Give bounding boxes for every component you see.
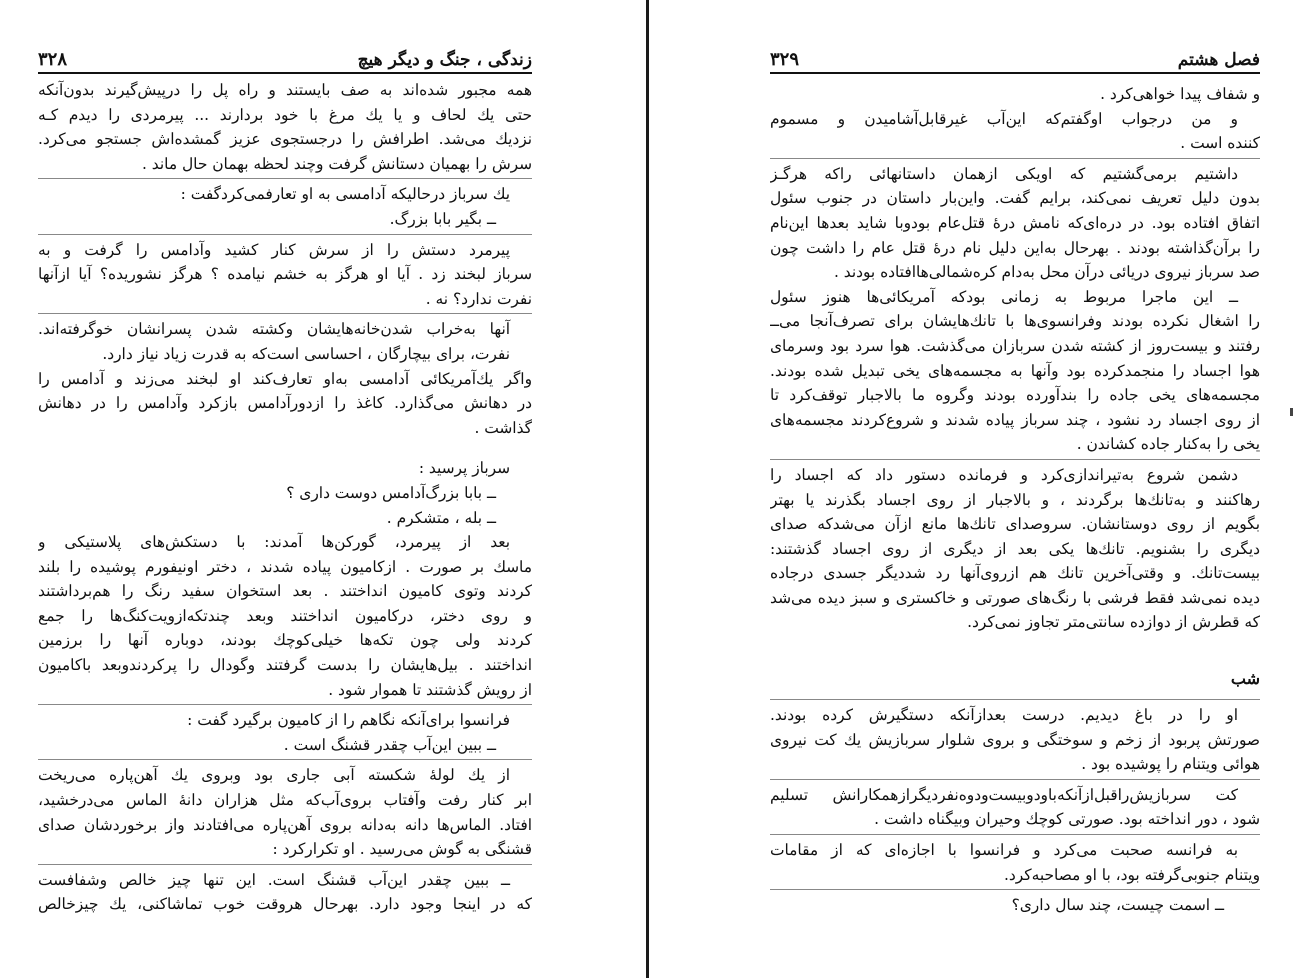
left-running-title: زندگی ، جنگ و دیگر هیچ bbox=[357, 50, 532, 70]
text-line: دشمن شروع بەتیراندازی‌کرد و فرمانده دستور داد که اجساد را bbox=[770, 465, 1238, 484]
right-page-header bbox=[770, 44, 1260, 74]
text-line: سرش را بهمیان دستانش گرفت وچند لحظه بهمان حال ماند . bbox=[141, 154, 532, 173]
paragraph-separator bbox=[38, 234, 532, 235]
text-line: نفرت ندارد؟ نه . bbox=[425, 289, 532, 308]
text-line: و روی دختر، درکامیون انداختند وبعد چندتکه‌ازویت‌کنگ‌ها را جمع bbox=[38, 606, 532, 625]
paragraph-separator bbox=[770, 779, 1260, 780]
text-line: یك سرباز درحالیکه آدامسی به او تعارفمی‌کرد‌گفت : bbox=[180, 185, 510, 204]
text-line: دیده نمی‌شد فقط فرشی با رنگ‌های صورتی و خاکستری و سبز دیده می‌شد bbox=[770, 588, 1260, 607]
text-line: یخی را بەکنار جاده کشاندن . bbox=[1076, 435, 1260, 454]
text-line: ــ بابا بزرگ‌آدامس دوست داری ؟ bbox=[286, 483, 496, 502]
left-page-number: ۳۲۸ bbox=[38, 49, 68, 70]
text-line: ــ اسمت چیست، چند سال داری؟ bbox=[1011, 896, 1224, 915]
text-line: در دهانش می‌گذارد. کاغذ را ازدورآدامس بازکرد وآدامس را در دهانش bbox=[38, 394, 532, 413]
paragraph-separator bbox=[38, 704, 532, 705]
text-line: حتی یك لحاف و یا یك مرغ با خود بردارند ... پیرمردی را دیدم کـه bbox=[38, 105, 532, 124]
text-line: بیست‌تانك. و وقتی‌آخرین تانك هم ازروی‌آنها رد شد‌دیگر جسدی درجاده bbox=[770, 564, 1260, 583]
text-line: همه مجبور شده‌اند به صف بایستند و راه پل را درپیش‌گیرند بدون‌آنکه bbox=[38, 81, 532, 99]
text-line: قشنگی به گوش می‌رسید . او تکرارکرد : bbox=[272, 840, 532, 859]
paragraph-separator bbox=[770, 834, 1260, 835]
text-line: ــ ببین چقدر این‌آب قشنگ است. این تنها چیز خالص وشفافست bbox=[38, 870, 510, 889]
paragraph-separator bbox=[770, 158, 1260, 159]
right-page bbox=[770, 0, 1260, 978]
right-page-body bbox=[770, 82, 1260, 918]
text-line: صد سرباز نیروی دریائی درآن محل بەدام کرەشمالی‌هاافتاده بودند . bbox=[833, 263, 1260, 282]
text-line: اتفاق افتاده بود. در دره‌ای‌که نامش درهٔ قتل‌عام بودوبا شاید بعدها این‌نام bbox=[770, 213, 1260, 232]
text-line: آنها بەخراب شدن‌خانه‌هایشان وکشته شدن پسرانشان خوگرفته‌اند. bbox=[38, 320, 510, 339]
text-line: واگر یك‌آمریکائی آدامسی بەاو تعارف‌کند او لبخند می‌زند و آدامس را bbox=[38, 369, 532, 388]
text-line: فرانسوا برای‌آنکه نگاهم را از کامیون برگیرد گفت : bbox=[187, 711, 510, 730]
paragraph-separator bbox=[770, 889, 1260, 890]
text-line: بدون دلیل تعریف نمی‌کند، برایم گفت. واین‌بار داستان در جنوب سئول bbox=[770, 189, 1260, 208]
right-body-after bbox=[770, 699, 1260, 918]
text-line: نزدیك می‌شد. اطرافش را درجستجوی عزیز گمشده‌اش جستجو می‌کرد. bbox=[38, 130, 532, 149]
text-line: کردند ولی چون تکه‌ها خیلی‌کوچك بودند، دوباره آنها را برزمین bbox=[38, 631, 532, 650]
paragraph-separator bbox=[770, 459, 1260, 460]
paragraph-separator bbox=[38, 313, 532, 314]
text-line: گذاشت . bbox=[474, 418, 532, 437]
text-line: هوائی ویتنام را پوشیده بود . bbox=[1081, 755, 1260, 774]
text-line: ــ این ماجرا مربوط به زمانی بودکه آمریکائی‌ها هنوز سئول bbox=[770, 287, 1238, 306]
text-line: و شفاف پیدا خواهی‌کرد . bbox=[1100, 85, 1260, 103]
text-line: ابر کنار رفت وآفتاب بروی‌آب‌که مثل هزاران دانهٔ الماس می‌درخشید، bbox=[38, 791, 532, 810]
text-line: نفرت، برای بیچارگان ، احساسی است‌که به قدرت زیاد نیاز دارد. bbox=[102, 344, 510, 363]
text-line: دیگری را بشنویم. تانك‌ها یکی بعد از دیگری از روی اجساد گذشتند: bbox=[770, 539, 1260, 558]
right-page-number: ۳۲۹ bbox=[770, 49, 800, 70]
text-line: داشتیم برمی‌گشتیم که اویکی ازهمان داستانهائی راکه هرگـز bbox=[770, 164, 1238, 183]
section-heading: شب bbox=[1230, 669, 1260, 689]
left-page-header bbox=[38, 44, 532, 74]
text-line: مجسمه‌های یخی جاده را بندآورده بودند وگروه ما بالاجبار توقف‌کرد تا bbox=[770, 386, 1260, 405]
text-line: هوا اجساد را منجمدکرده بود وآنها به مجسمه‌های یخی تبدیل شده بودند. bbox=[770, 361, 1260, 380]
paragraph-separator bbox=[38, 759, 532, 760]
text-line: بعد از پیرمرد، گورکن‌ها آمدند: با دستکش‌های پلاستیکی و bbox=[38, 533, 510, 552]
text-line: شود ، دور انداخته بود. صورتی کوچك وحیران وبیگناه داشت . bbox=[874, 810, 1260, 829]
text-line: بگویم از روی دوستانشان. سروصدای تانك‌ها مانع ازآن می‌شدکه صدای bbox=[770, 515, 1260, 534]
text-line: کننده است . bbox=[1180, 134, 1260, 153]
text-line: رفتند و بیست‌روز از کشته شدن سربازان می‌گذشت. هوا سرد بود وسرمای bbox=[770, 336, 1260, 355]
text-line: که در اینجا وجود دارد. بهرحال هروقت خوب تماشاکنی، یك چیزخالص bbox=[38, 895, 532, 914]
text-line: ــ ببین این‌آب چقدر قشنگ است . bbox=[283, 735, 496, 754]
text-line: ویتنام جنوبی‌گرفته بود، با او مصاحبه‌کرد. bbox=[1004, 865, 1260, 884]
paragraph-gap bbox=[38, 440, 532, 456]
text-line: پیرمرد دستش را از سرش کنار کشید وآدامس را گرفت و به bbox=[38, 240, 510, 259]
text-line: کت سربازیش‌راقبل‌ازآنکه‌باودوبیست‌ودوەنفردیگر‌ازهمکارانش تسلیم bbox=[770, 785, 1238, 804]
text-line: از یك لولهٔ شکسته آبی جاری بود وبروی یك آهن‌پاره می‌ریخت bbox=[38, 766, 510, 785]
text-line: از رویش گذشتند تا هموار شود . bbox=[328, 680, 532, 699]
text-line: سرباز لبخند زد . آیا او هرگز به خشم نیامده ؟ هرگز نشوریده؟ آیا ازآنها bbox=[38, 265, 532, 284]
text-line: صورتش پربود از زخم و سوختگی و بروی شلوار سربازیش یك کت نیروی bbox=[770, 730, 1260, 749]
text-line: به فرانسه صحبت می‌کرد و فرانسوا با اجازه‌ای که از مقامات bbox=[770, 841, 1238, 860]
left-page-body bbox=[38, 78, 532, 917]
paragraph-separator bbox=[38, 864, 532, 865]
text-line: کردند وتوی کامیون انداختند . بعد استخوان سفید رنگ را هم‌برداشتند bbox=[38, 582, 532, 601]
left-page bbox=[38, 0, 532, 978]
text-line: سرباز پرسید : bbox=[418, 459, 510, 478]
text-line: که قطرش از دوازده سانتی‌متر تجاوز نمی‌کرد. bbox=[967, 613, 1260, 632]
text-line: او را در باغ دیدیم. درست بعدازآنکه دستگیرش کرده بودند. bbox=[770, 706, 1238, 725]
right-running-title: فصل هشتم bbox=[1177, 50, 1260, 70]
text-line: انداختند . بیل‌هایشان را بدست گرفتند وگودال را پرکردندوبعد باکامیون bbox=[38, 656, 532, 675]
paragraph-separator bbox=[770, 699, 1260, 700]
text-line: و من درجواب اوگفتم‌که این‌آب غیرقابل‌آشامیدن و مسموم bbox=[770, 109, 1238, 128]
text-line: افتاد. الماس‌ها دانه بەدانه بروی آهن‌پاره می‌افتادند واز برخوردشان صدای bbox=[38, 815, 532, 834]
text-line: رهاکنند و بەتانك‌ها برگردند ، و بالاجبار از روی اجساد بگذرند یا بهتر bbox=[770, 490, 1260, 509]
text-line: ماسك بر صورت . ازکامیون پیاده شدند ، دختر اونیفورم پوشیده را بلند bbox=[38, 557, 532, 576]
right-body-before bbox=[770, 82, 1260, 635]
scan-edge-mark bbox=[1290, 408, 1293, 416]
text-line: را برآن‌گذاشته بودند . بهرحال بەاین دلیل نام درهٔ قتل عام را داشت چون bbox=[770, 238, 1260, 257]
text-line: از روی اجساد رد نشود ، چند سرباز پیاده شدند و شروع‌کردند مجسمه‌های bbox=[770, 410, 1260, 429]
paragraph-separator bbox=[38, 178, 532, 179]
page-gutter-divider bbox=[646, 0, 649, 978]
text-line: ــ بله ، متشکرم . bbox=[386, 508, 496, 527]
text-line: ــ بگیر بابا بزرگ. bbox=[389, 209, 496, 228]
text-line: را اشغال نکرده بودند وفرانسوی‌ها با تانك‌هایشان برای تصرف‌آنجا می‌ــ bbox=[770, 312, 1260, 331]
